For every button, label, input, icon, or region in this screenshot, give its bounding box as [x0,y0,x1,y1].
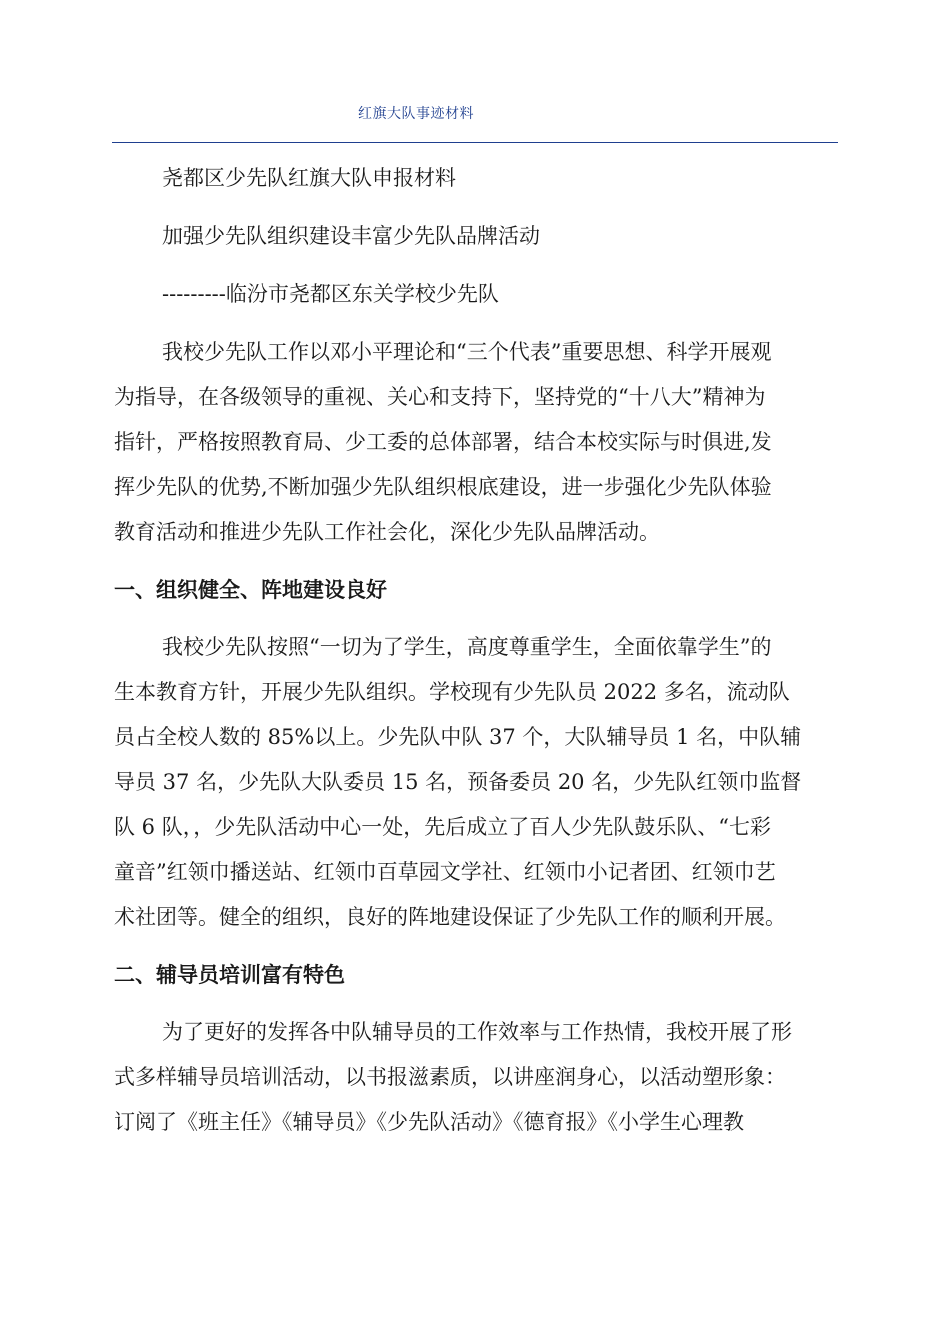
paragraph-line: 我校少先队按照“一切为了学生，高度尊重学生，全面依靠学生”的 [162,635,772,659]
intro-paragraph [114,338,838,547]
document-byline: ---------临汾市尧都区东关学校少先队 [162,282,499,306]
paragraph-line: 队 6 队，，少先队活动中心一处，先后成立了百人少先队鼓乐队、“七彩 [114,815,771,839]
document-body [114,164,838,1165]
paragraph-line: 订阅了《班主任》《辅导员》《少先队活动》《德育报》《小学生心理教 [114,1110,744,1134]
section-1-paragraph [114,633,838,932]
section-heading-1: 一、组织健全、阵地建设良好 [114,577,387,602]
paragraph-line: 教育活动和推进少先队工作社会化，深化少先队品牌活动。 [114,520,660,544]
document-title: 尧都区少先队红旗大队申报材料 [162,166,456,190]
paragraph-line: 挥少先队的优势,不断加强少先队组织根底建设，进一步强化少先队体验 [114,475,772,499]
paragraph-line: 导员 37 名，少先队大队委员 15 名，预备委员 20 名，少先队红领巾监督 [114,770,802,794]
header-title: 红旗大队事迹材料 [358,106,474,122]
paragraph-line: 童音”红领巾播送站、红领巾百草园文学社、红领巾小记者团、红领巾艺 [114,860,776,884]
section-2-paragraph [114,1018,838,1137]
header-divider [112,142,838,143]
paragraph-line: 术社团等。健全的组织，良好的阵地建设保证了少先队工作的顺利开展。 [114,905,786,929]
paragraph-line: 员占全校人数的 85%以上。少先队中队 37 个，大队辅导员 1 名，中队辅 [114,725,802,749]
paragraph-line: 生本教育方针，开展少先队组织。学校现有少先队员 2022 多名，流动队 [114,680,790,704]
paragraph-line: 为了更好的发挥各中队辅导员的工作效率与工作热情，我校开展了形 [162,1020,792,1044]
paragraph-line: 指针，严格按照教育局、少工委的总体部署，结合本校实际与时俱进,发 [114,430,772,454]
document-subtitle: 加强少先队组织建设丰富少先队品牌活动 [162,224,540,248]
paragraph-line: 式多样辅导员培训活动，以书报滋素质，以讲座润身心，以活动塑形象： [114,1065,786,1089]
section-heading-2: 二、辅导员培训富有特色 [114,962,345,987]
paragraph-line: 为指导，在各级领导的重视、关心和支持下，坚持党的“十八大”精神为 [114,385,766,409]
paragraph-line: 我校少先队工作以邓小平理论和“三个代表”重要思想、科学开展观 [162,340,772,364]
